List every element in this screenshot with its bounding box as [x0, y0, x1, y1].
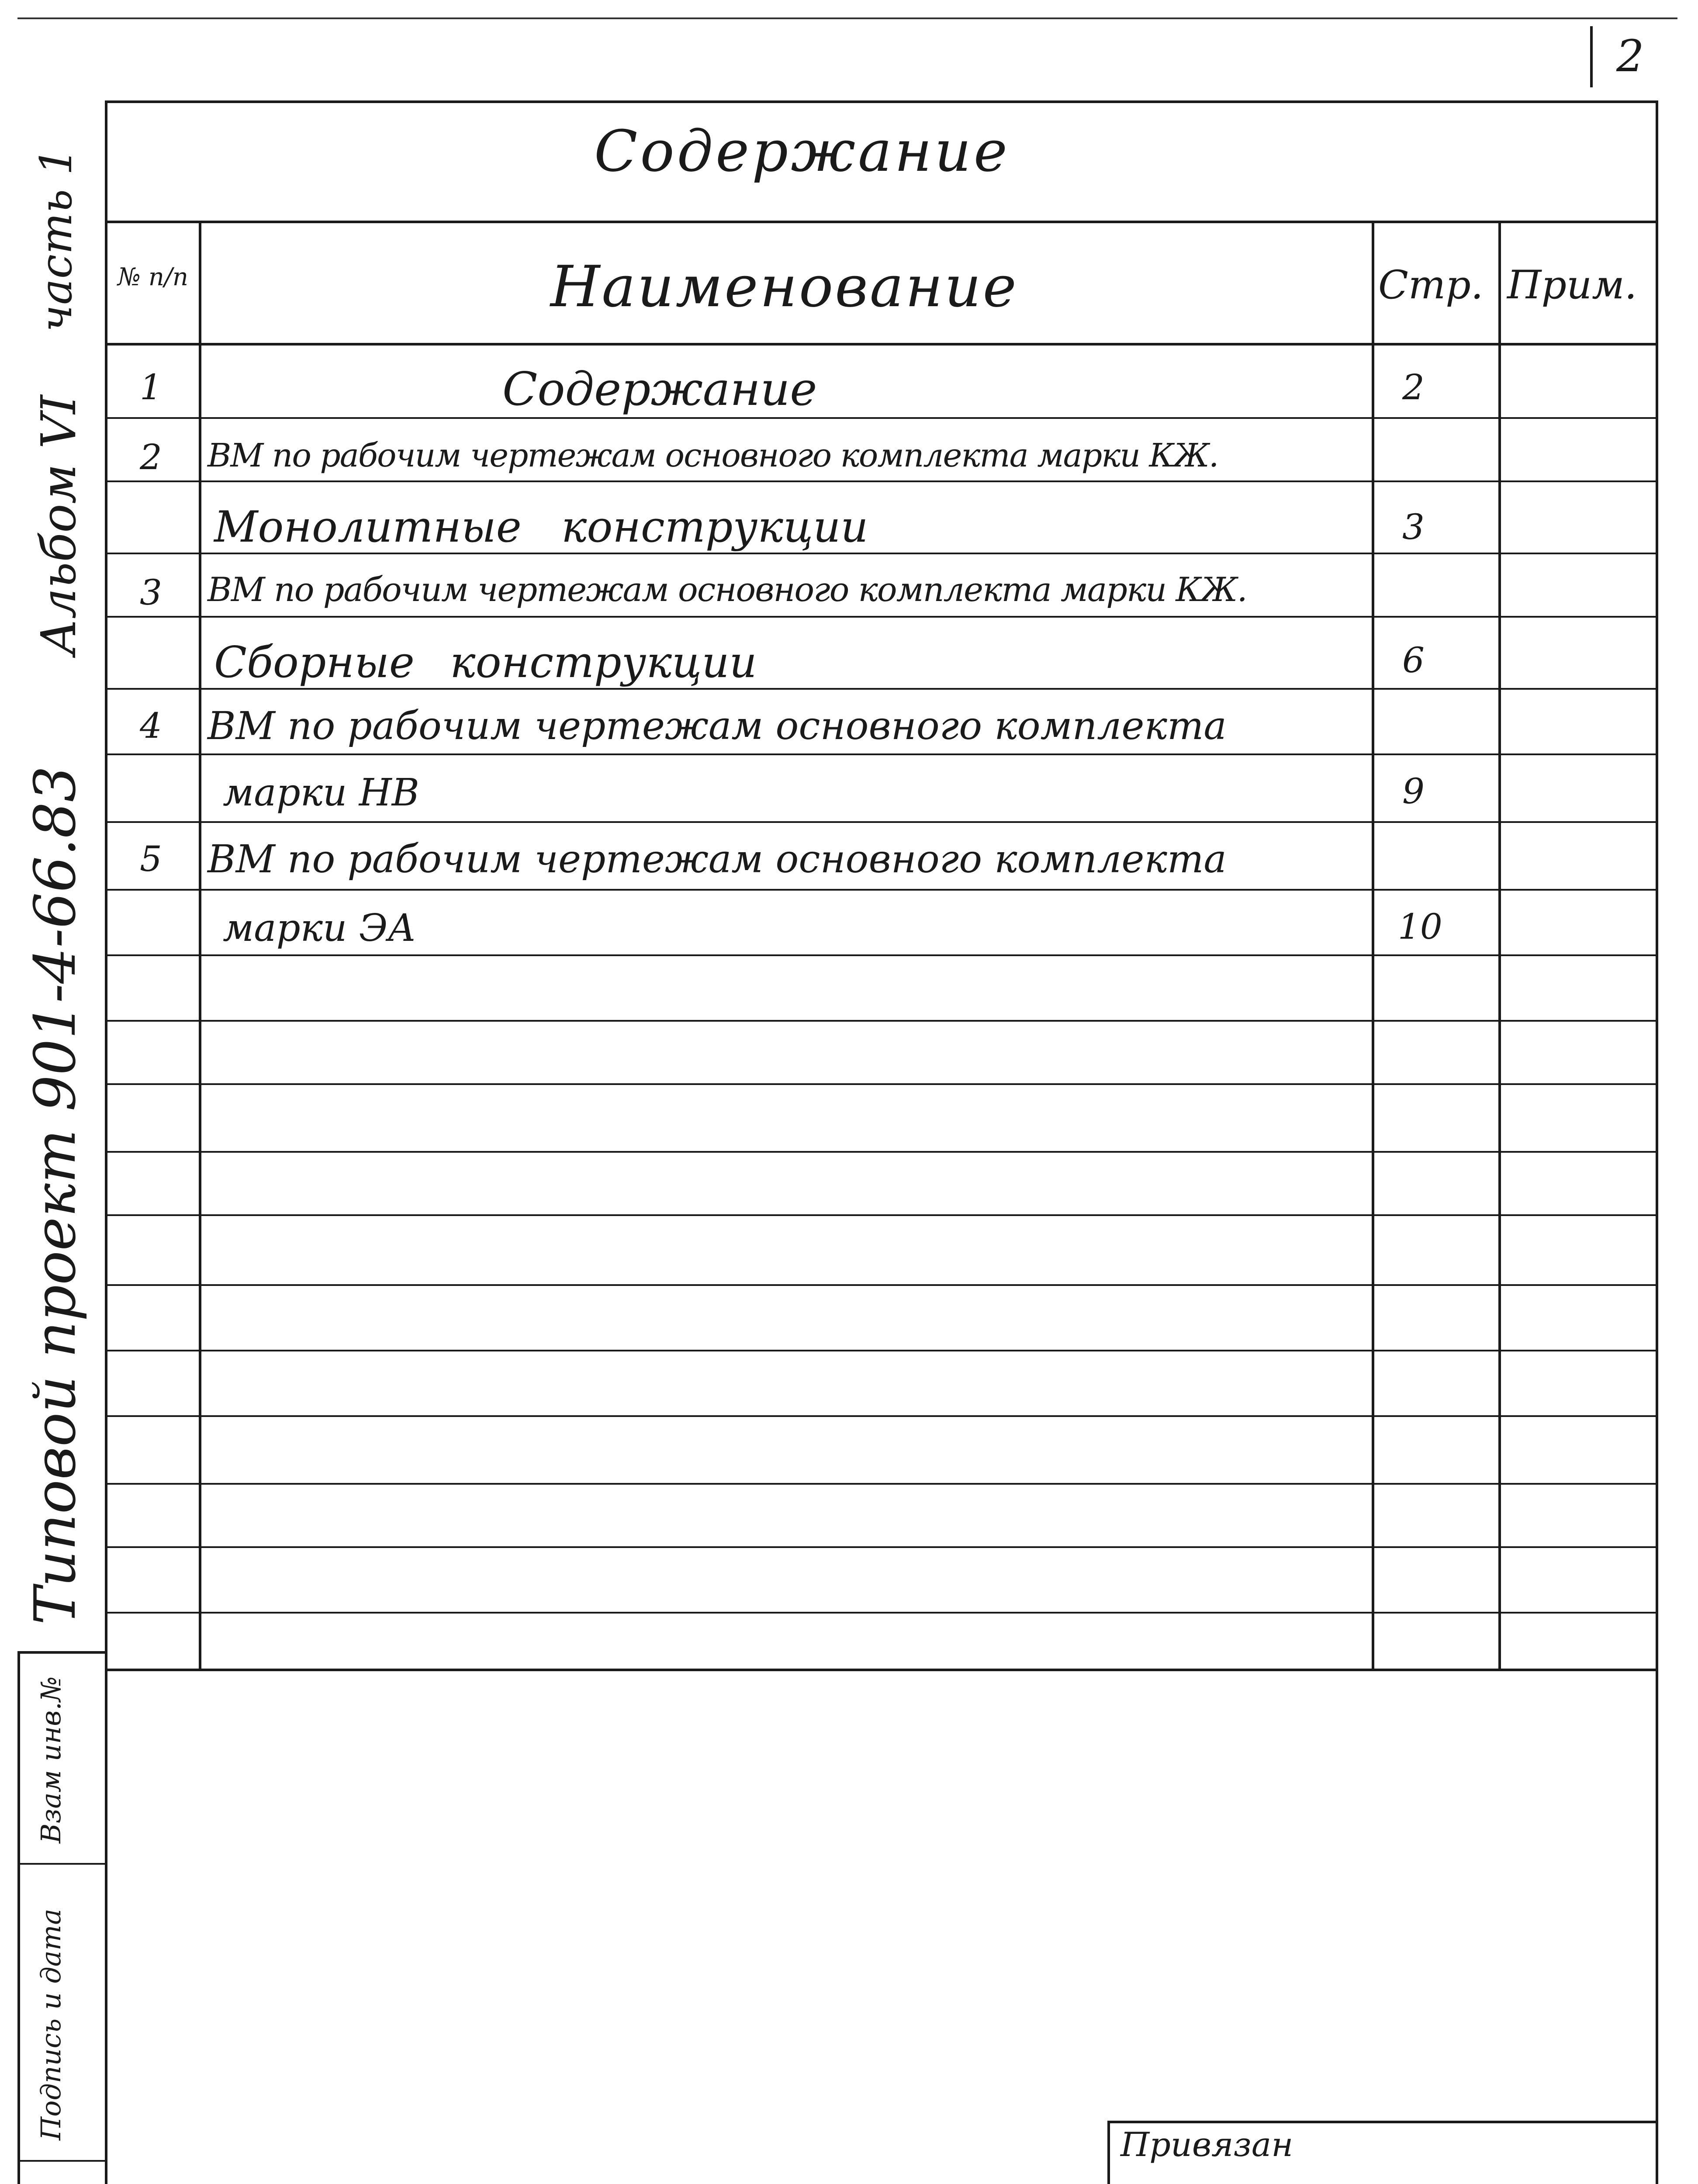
row-2-num: 2 — [140, 437, 162, 477]
row-1-name: Содержание — [502, 363, 817, 416]
page-number: 2 — [1616, 31, 1644, 82]
row-6-num: 4 — [140, 705, 162, 746]
row-line — [105, 889, 1658, 891]
row-line — [105, 954, 1658, 956]
row-line — [105, 1214, 1658, 1216]
row-8-name: ВМ по рабочим чертежам основного комплекта — [207, 836, 1227, 881]
stamp-divider-2 — [17, 2160, 107, 2162]
stamp-vzam-inv: Взам инв.№ — [35, 1676, 67, 1843]
table-bottom — [105, 1669, 1658, 1671]
row-line — [105, 1415, 1658, 1417]
title-block-left — [1107, 2121, 1110, 2184]
row-line — [105, 1020, 1658, 1022]
page-number-divider — [1590, 26, 1593, 87]
title-block-top — [1107, 2121, 1658, 2123]
header-name: Наименование — [550, 253, 1018, 320]
row-7-name: марки НВ — [223, 771, 419, 815]
row-line — [105, 1612, 1658, 1614]
row-7-page: 9 — [1402, 771, 1425, 812]
row-line — [105, 753, 1658, 755]
side-label-album: Альбом VI — [31, 395, 86, 655]
row-4-num: 3 — [140, 572, 162, 613]
row-line — [105, 1284, 1658, 1286]
side-label-part: часть 1 — [31, 147, 82, 332]
table-top — [105, 221, 1658, 223]
stamp-top — [17, 1651, 107, 1654]
col-sep-page — [1372, 221, 1374, 1671]
col-sep-num — [199, 221, 201, 1671]
title-block-privyazan: Привязан — [1120, 2125, 1293, 2164]
stamp-divider-1 — [17, 1863, 107, 1865]
frame-top — [105, 100, 1658, 103]
header-note: Прим. — [1507, 262, 1637, 308]
row-3-name: Монолитные конструкции — [214, 502, 868, 552]
row-line — [105, 553, 1658, 554]
frame-right — [1656, 100, 1658, 2184]
row-line — [105, 1483, 1658, 1485]
row-line — [105, 1350, 1658, 1351]
row-line — [105, 688, 1658, 690]
row-5-name: Сборные конструкции — [214, 638, 757, 688]
row-1-page: 2 — [1402, 367, 1425, 408]
header-num: № п/п — [118, 263, 188, 291]
row-line — [105, 1151, 1658, 1153]
page-title: Содержание — [594, 118, 1010, 184]
frame-left — [105, 100, 107, 2184]
top-border — [17, 17, 1677, 19]
stamp-col-left — [17, 1651, 20, 2184]
row-6-name: ВМ по рабочим чертежам основного комплекта — [207, 703, 1227, 748]
col-sep-note — [1498, 221, 1501, 1671]
row-5-page: 6 — [1402, 640, 1425, 681]
row-8-num: 5 — [140, 839, 162, 879]
row-4-name: ВМ по рабочим чертежам основного комплекта марки КЖ. — [207, 570, 1247, 609]
row-line — [105, 480, 1658, 482]
table-header-bottom — [105, 343, 1658, 346]
row-line — [105, 1083, 1658, 1085]
row-line — [105, 821, 1658, 823]
row-9-page: 10 — [1398, 906, 1442, 947]
row-9-name: марки ЭА — [223, 906, 416, 950]
header-page: Стр. — [1378, 262, 1484, 308]
row-3-page: 3 — [1402, 507, 1425, 547]
side-label-project: Типовой проект 901-4-66.83 — [22, 766, 88, 1625]
row-line — [105, 616, 1658, 618]
row-1-num: 1 — [140, 367, 162, 408]
row-2-name: ВМ по рабочим чертежам основного комплекта марки КЖ. — [207, 437, 1218, 474]
stamp-podpis-data: Подпись и дата — [35, 1908, 67, 2140]
row-line — [105, 1546, 1658, 1548]
row-line — [105, 417, 1658, 419]
